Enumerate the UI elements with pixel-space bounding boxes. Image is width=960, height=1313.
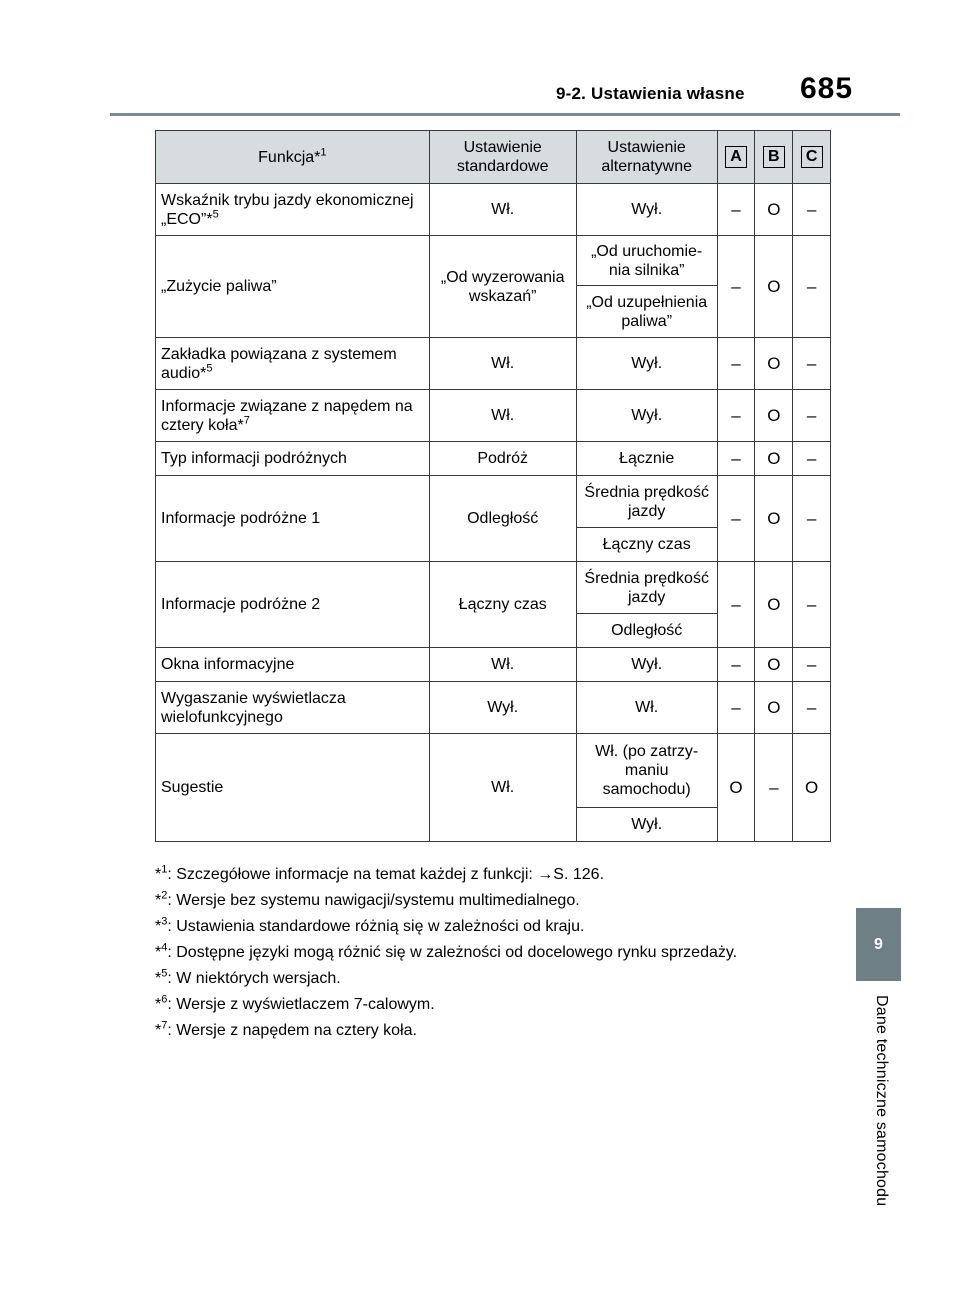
footnote-ref: 5 [206, 362, 213, 375]
cell-col-b: O [755, 236, 793, 338]
cell-col-c: – [793, 442, 831, 476]
header-function-sup: 1 [320, 146, 327, 159]
col-a-badge: A [725, 146, 747, 168]
cell-default: Wł. [429, 338, 576, 390]
footnote-text: : Ustawienia standardowe różnią się w zależności od kraju. [167, 918, 585, 935]
col-c-badge: C [801, 146, 823, 168]
header-function-label: Funkcja* [258, 148, 321, 166]
cell-alternative: „Od uruchomie-nia silnika” [576, 236, 717, 286]
footnote [155, 966, 737, 992]
cell-alternative: Wył. [576, 648, 717, 682]
cell-default: Łączny czas [429, 562, 576, 648]
footnote-mark: * [155, 918, 162, 935]
cell-col-b: O [755, 442, 793, 476]
cell-default: Wł. [429, 184, 576, 236]
table-row [156, 476, 831, 528]
cell-alternative: Średnia prędkość jazdy [576, 476, 717, 528]
function-label: Informacje podróżne 1 [161, 510, 321, 527]
cell-col-c: – [793, 476, 831, 562]
function-label: „Zużycie paliwa” [161, 278, 277, 295]
cell-function [156, 734, 430, 842]
cell-alternative: Wył. [576, 808, 717, 842]
footnote-number: 5 [161, 967, 168, 980]
col-b-badge: B [763, 146, 785, 168]
cell-col-b: O [755, 390, 793, 442]
footnote [155, 940, 737, 966]
function-label: Zakładka powiązana z systemem audio* [161, 345, 397, 382]
footnote-number: 2 [161, 889, 168, 902]
table-row [156, 390, 831, 442]
cell-alternative: Wł. [576, 682, 717, 734]
cell-col-b: O [755, 476, 793, 562]
cell-default: Wył. [429, 682, 576, 734]
table-row [156, 338, 831, 390]
table-row [156, 562, 831, 614]
cell-alternative: „Od uzupełnienia paliwa” [576, 286, 717, 338]
cell-col-a: O [717, 734, 755, 842]
cell-col-b: – [755, 734, 793, 842]
header-col-c [793, 131, 831, 184]
section-title: 9-2. Ustawienia własne [556, 84, 745, 103]
footnote-ref: 7 [243, 414, 250, 427]
cell-function [156, 682, 430, 734]
cell-col-c: – [793, 236, 831, 338]
cell-col-a: – [717, 184, 755, 236]
cell-col-a: – [717, 236, 755, 338]
footnote [155, 914, 737, 940]
cell-default: Podróż [429, 442, 576, 476]
footnote [155, 888, 737, 914]
cell-col-c: – [793, 648, 831, 682]
cell-function [156, 184, 430, 236]
footnote-mark: * [155, 944, 162, 961]
footnote-mark: * [155, 892, 162, 909]
footnote-number: 1 [161, 863, 168, 876]
footnote-text: : Dostępne języki mogą różnić się w zależności od docelowego rynku sprzedaży. [167, 944, 738, 961]
cell-col-c: – [793, 184, 831, 236]
function-label: Informacje związane z napędem na cztery koła* [161, 397, 413, 434]
cell-function [156, 562, 430, 648]
chapter-title: Dane techniczne samochodu [873, 995, 890, 1207]
cell-alternative: Wył. [576, 184, 717, 236]
table-body [156, 184, 831, 842]
footnotes [155, 862, 737, 1044]
cell-alternative: Wył. [576, 390, 717, 442]
footnote-text: : Szczegółowe informacje na temat każdej z funkcji: →S. 126. [167, 866, 605, 883]
function-label: Informacje podróżne 2 [161, 596, 321, 613]
cell-default: Wł. [429, 648, 576, 682]
table-row [156, 442, 831, 476]
cell-col-b: O [755, 184, 793, 236]
function-label: Sugestie [161, 779, 224, 796]
cell-col-a: – [717, 648, 755, 682]
footnote-text: : Wersje bez systemu nawigacji/systemu multimedialnego. [167, 892, 580, 909]
cell-alternative: Łącznie [576, 442, 717, 476]
function-label: Wskaźnik trybu jazdy ekonomicznej „ECO”* [161, 191, 414, 228]
cell-function [156, 236, 430, 338]
cell-col-b: O [755, 682, 793, 734]
cell-function [156, 390, 430, 442]
cell-col-a: – [717, 476, 755, 562]
cell-col-a: – [717, 682, 755, 734]
footnote-text: : Wersje z napędem na cztery koła. [167, 1022, 417, 1039]
cell-col-c: – [793, 682, 831, 734]
function-label: Wygaszanie wyświetlacza wielofunkcyjnego [161, 689, 346, 726]
footnote-mark: * [155, 1022, 162, 1039]
cell-col-c: – [793, 562, 831, 648]
header-divider [110, 113, 900, 116]
footnote-number: 7 [161, 1019, 168, 1032]
header-alternative: Ustawienie alternatywne [576, 131, 717, 184]
footnote-number: 4 [161, 941, 168, 954]
function-label: Okna informacyjne [161, 656, 295, 673]
cell-function [156, 648, 430, 682]
footnote-mark: * [155, 866, 162, 883]
cell-alternative: Wł. (po zatrzy-maniu samochodu) [576, 734, 717, 808]
cell-col-a: – [717, 338, 755, 390]
cell-default: Wł. [429, 734, 576, 842]
footnote [155, 862, 737, 888]
header-col-b [755, 131, 793, 184]
cell-col-b: O [755, 338, 793, 390]
cell-alternative: Łączny czas [576, 528, 717, 562]
header-default: Ustawienie standardowe [429, 131, 576, 184]
cell-col-c: O [793, 734, 831, 842]
table-row [156, 734, 831, 808]
table-row [156, 682, 831, 734]
cell-col-b: O [755, 562, 793, 648]
cell-col-c: – [793, 338, 831, 390]
function-label: Typ informacji podróżnych [161, 450, 347, 467]
cell-col-b: O [755, 648, 793, 682]
footnote [155, 1018, 737, 1044]
cell-alternative: Odległość [576, 614, 717, 648]
footnote-mark: * [155, 970, 162, 987]
table-row [156, 648, 831, 682]
table-header-row [156, 131, 831, 184]
cell-alternative: Wył. [576, 338, 717, 390]
footnote-mark: * [155, 996, 162, 1013]
settings-table [155, 130, 831, 842]
cell-col-a: – [717, 562, 755, 648]
table-row [156, 184, 831, 236]
cell-col-a: – [717, 442, 755, 476]
page-number: 685 [800, 72, 854, 105]
cell-default: Odległość [429, 476, 576, 562]
footnote [155, 992, 737, 1018]
cell-col-c: – [793, 390, 831, 442]
footnote-number: 6 [161, 993, 168, 1006]
footnote-text: : W niektórych wersjach. [167, 970, 341, 987]
table-row [156, 236, 831, 286]
cell-default: „Od wyzerowania wskazań” [429, 236, 576, 338]
cell-function [156, 442, 430, 476]
footnote-text: : Wersje z wyświetlaczem 7-calowym. [167, 996, 435, 1013]
cell-function [156, 338, 430, 390]
chapter-tab[interactable] [856, 908, 901, 981]
cell-function [156, 476, 430, 562]
cell-col-a: – [717, 390, 755, 442]
footnote-number: 3 [161, 915, 168, 928]
cell-alternative: Średnia prędkość jazdy [576, 562, 717, 614]
header-col-a [717, 131, 755, 184]
footnote-ref: 5 [212, 208, 219, 221]
chapter-number: 9 [874, 935, 883, 953]
cell-default: Wł. [429, 390, 576, 442]
header-function [156, 131, 430, 184]
